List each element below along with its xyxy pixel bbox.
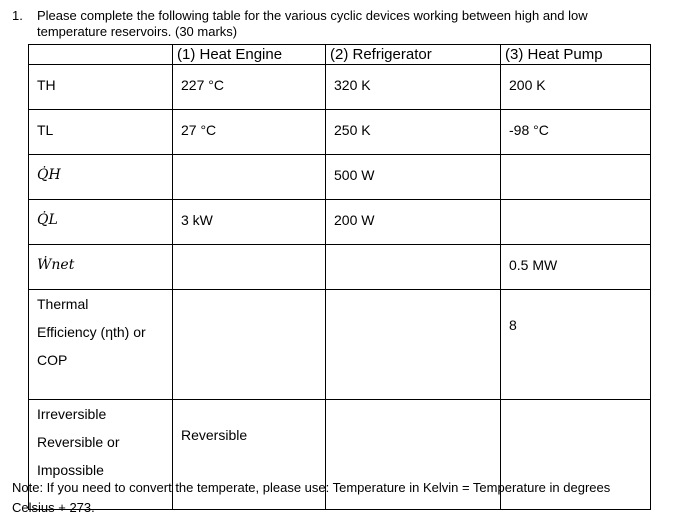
table-row-qh xyxy=(29,155,651,200)
header-heat-engine: (1) Heat Engine xyxy=(173,45,326,65)
header-refrigerator: (2) Refrigerator xyxy=(326,45,501,65)
row-label-tl: TL xyxy=(29,110,173,155)
question-text: Please complete the following table for the various cyclic devices working between high and low temperature reservoirs. (30 marks) xyxy=(37,8,588,39)
cyclic-devices-table xyxy=(28,44,651,510)
cell-qh-refrigerator: 500 W xyxy=(326,155,501,200)
cell-tl-heat-engine: 27 °C xyxy=(173,110,326,155)
cell-qh-heat-pump xyxy=(501,155,651,200)
reversibility-label-line-3: Impossible xyxy=(37,462,104,478)
cell-wnet-refrigerator xyxy=(326,245,501,290)
efficiency-label-line-3: COP xyxy=(37,352,68,368)
table-row-efficiency xyxy=(29,290,651,400)
table-row-wnet xyxy=(29,245,651,290)
table-row-tl xyxy=(29,110,651,155)
cell-reversibility-heat-engine: Reversible xyxy=(173,400,326,510)
cell-th-heat-pump: 200 K xyxy=(501,65,651,110)
cell-th-refrigerator: 320 K xyxy=(326,65,501,110)
row-label-efficiency xyxy=(29,290,173,400)
table-header-row xyxy=(29,45,651,65)
efficiency-label-line-1: Thermal xyxy=(37,296,89,312)
table-row-ql xyxy=(29,200,651,245)
cell-ql-refrigerator: 200 W xyxy=(326,200,501,245)
reversibility-label-line-2: Reversible or xyxy=(37,434,120,450)
cell-ql-heat-engine: 3 kW xyxy=(173,200,326,245)
header-blank xyxy=(29,45,173,65)
reversibility-label-line-1: Irreversible xyxy=(37,406,107,422)
table-row-th xyxy=(29,65,651,110)
cell-tl-refrigerator: 250 K xyxy=(326,110,501,155)
cell-efficiency-heat-pump: 8 xyxy=(501,290,651,400)
cell-qh-heat-engine xyxy=(173,155,326,200)
row-label-th: TH xyxy=(29,65,173,110)
cell-ql-heat-pump xyxy=(501,200,651,245)
cell-efficiency-heat-engine xyxy=(173,290,326,400)
cell-efficiency-refrigerator xyxy=(326,290,501,400)
cell-wnet-heat-pump: 0.5 MW xyxy=(501,245,651,290)
row-label-qh: Q̇H xyxy=(29,155,173,200)
efficiency-label-line-2: Efficiency (ηth) or xyxy=(37,324,146,340)
row-label-ql: Q̇L xyxy=(29,200,173,245)
cell-wnet-heat-engine xyxy=(173,245,326,290)
question-number: 1. xyxy=(12,8,23,23)
cell-th-heat-engine: 227 °C xyxy=(173,65,326,110)
conversion-note: Note: If you need to convert the temperate, please use: Temperature in Kelvin = Temperature in degrees Celsius + 273. xyxy=(12,480,611,515)
row-label-wnet: Ẇnet xyxy=(29,245,173,290)
header-heat-pump: (3) Heat Pump xyxy=(501,45,651,65)
cell-tl-heat-pump: -98 °C xyxy=(501,110,651,155)
